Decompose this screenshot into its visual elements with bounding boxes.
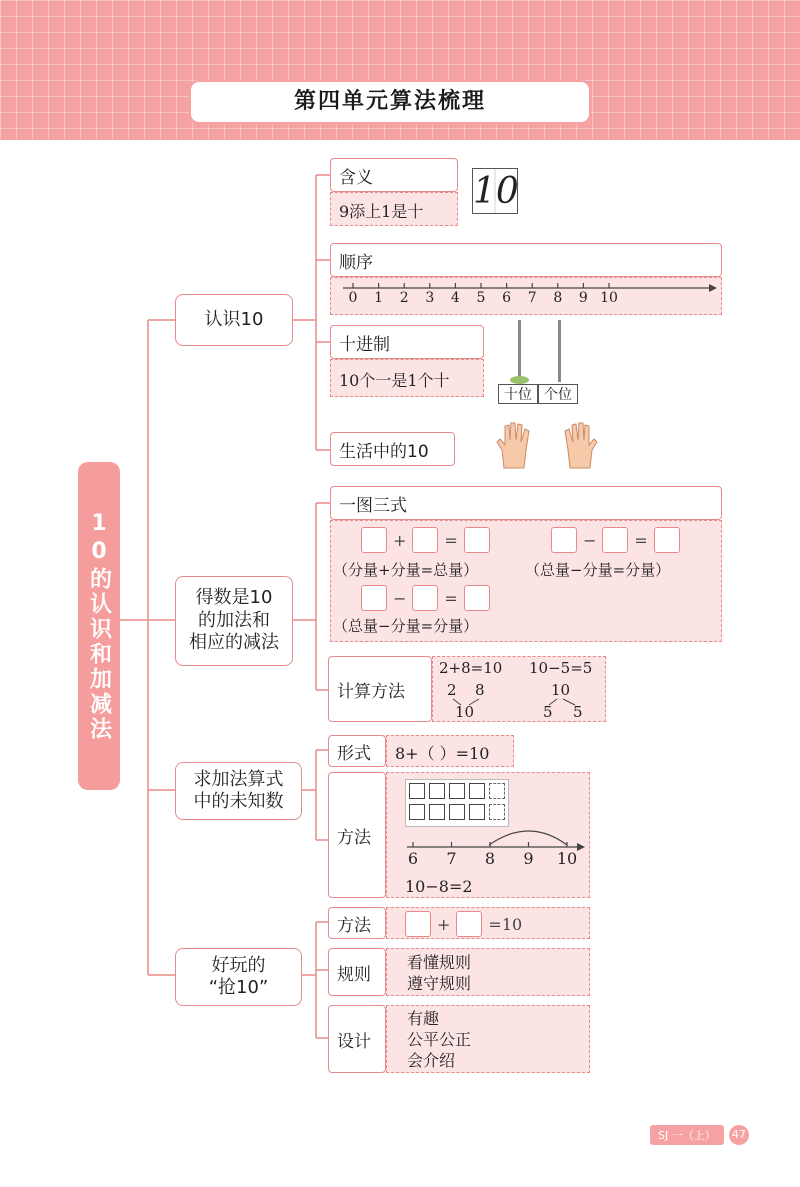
node-unknown-number	[175, 762, 302, 820]
label-game-method: 方法	[328, 907, 386, 939]
rule-line: 看懂规则	[407, 953, 472, 972]
note-sub-2: （总量−分量=分量）	[333, 617, 479, 635]
tick-label: 4	[450, 290, 460, 306]
split-part: 2	[447, 681, 457, 699]
tick-label: 0	[348, 290, 358, 306]
blank-box	[464, 585, 490, 611]
writing-grid-10: 10	[472, 168, 518, 214]
calc-method-content	[432, 656, 606, 722]
design-line: 有趣	[407, 1009, 440, 1028]
node-line: 的加法和	[198, 609, 270, 631]
equation-add: 2+8=10	[439, 659, 503, 677]
game-method-content	[386, 907, 590, 939]
note-sub: （总量−分量=分量）	[525, 561, 671, 579]
add-equation-row	[361, 527, 490, 553]
tick-label: 8	[484, 849, 496, 868]
tick-label: 8	[553, 290, 563, 306]
node-line: 好玩的	[211, 954, 266, 976]
sub-equation-row-2	[361, 585, 490, 611]
game-equation	[405, 911, 528, 937]
label-one-picture-three-eq: 一图三式	[330, 486, 722, 520]
node-line: 中的未知数	[193, 791, 284, 812]
footer	[650, 1124, 749, 1144]
tick-label: 1	[374, 290, 384, 306]
left-hand-icon	[494, 420, 538, 470]
split-whole: 10	[551, 681, 571, 699]
tick-label: 9	[578, 290, 588, 306]
footer-code: SJ 一（上）	[650, 1125, 724, 1145]
main-topic: 10的认识和加减法	[78, 462, 120, 790]
tick-label: 5	[476, 290, 486, 306]
tick-label: 10	[556, 849, 578, 868]
equals-sign: =	[444, 588, 458, 608]
blank-box	[551, 527, 577, 553]
label-method: 方法	[328, 772, 386, 898]
equals-sign: =	[634, 530, 648, 550]
abacus	[498, 320, 582, 406]
design-line: 公平公正	[407, 1030, 472, 1049]
label-order: 顺序	[330, 243, 722, 277]
label-calc-method: 计算方法	[328, 656, 432, 722]
split-part: 5	[543, 703, 553, 721]
design-line: 会介绍	[407, 1051, 456, 1070]
label-meaning: 含义	[330, 158, 458, 192]
tens-label: 十位	[498, 384, 538, 404]
label-rules: 规则	[328, 948, 386, 996]
blank-box	[602, 527, 628, 553]
blank-box	[405, 911, 431, 937]
ones-rod	[558, 320, 561, 382]
minus-sign: −	[583, 530, 597, 550]
sub-equation-row	[551, 527, 680, 553]
tick-label: 9	[523, 849, 534, 868]
equals-ten: =10	[488, 914, 523, 934]
plus-sign: +	[437, 914, 451, 934]
equation-sub: 10−5=5	[529, 659, 593, 677]
label-life-10: 生活中的10	[330, 432, 455, 466]
right-hand-icon	[556, 420, 600, 470]
tick-label: 2	[399, 290, 409, 306]
node-grab-10-game	[175, 948, 302, 1006]
blank-box	[456, 911, 482, 937]
order-number-line	[330, 277, 722, 315]
tick-label: 6	[502, 290, 512, 306]
label-design: 设计	[328, 1005, 386, 1073]
equals-sign: =	[444, 530, 458, 550]
blank-box	[412, 585, 438, 611]
split-part: 8	[475, 681, 485, 699]
method-content	[386, 772, 590, 898]
minus-sign: −	[393, 588, 407, 608]
page-title: 第四单元算法梳理	[191, 82, 589, 122]
node-line: “抢10”	[208, 977, 269, 998]
label-decimal: 十进制	[330, 325, 484, 359]
tick-label: 7	[446, 849, 457, 868]
tick-label: 10	[600, 290, 618, 306]
blank-box	[361, 585, 387, 611]
rules-content	[386, 948, 590, 996]
bead	[510, 376, 529, 384]
plus-sign: +	[393, 530, 407, 550]
blank-box	[412, 527, 438, 553]
node-line: 相应的减法	[189, 632, 279, 654]
tens-rod	[518, 320, 521, 380]
split-part: 5	[573, 703, 583, 721]
design-content	[386, 1005, 590, 1073]
blank-box	[654, 527, 680, 553]
meaning-content: 9添上1是十	[330, 192, 458, 226]
tick-label: 7	[527, 290, 537, 306]
blank-box	[361, 527, 387, 553]
node-add-sub-10	[175, 576, 293, 666]
tick-label: 3	[425, 290, 435, 306]
ones-label: 个位	[538, 384, 578, 404]
label-form: 形式	[328, 735, 386, 767]
rule-line: 遵守规则	[407, 974, 472, 993]
page-number: 47	[729, 1125, 749, 1145]
blank-box	[464, 527, 490, 553]
one-picture-content	[330, 520, 722, 642]
node-line: 得数是10	[195, 587, 273, 609]
method-equation: 10−8=2	[405, 877, 473, 896]
tick-label: 6	[407, 849, 419, 868]
split-whole: 10	[455, 703, 475, 721]
split-lines	[433, 657, 607, 723]
decimal-content: 10个一是1个十	[330, 359, 484, 397]
node-line: 求加法算式	[193, 768, 284, 790]
node-recognize-10: 认识10	[175, 294, 293, 346]
note-add: （分量+分量=总量）	[333, 561, 479, 579]
form-content: 8+（ ）=10	[386, 735, 514, 767]
